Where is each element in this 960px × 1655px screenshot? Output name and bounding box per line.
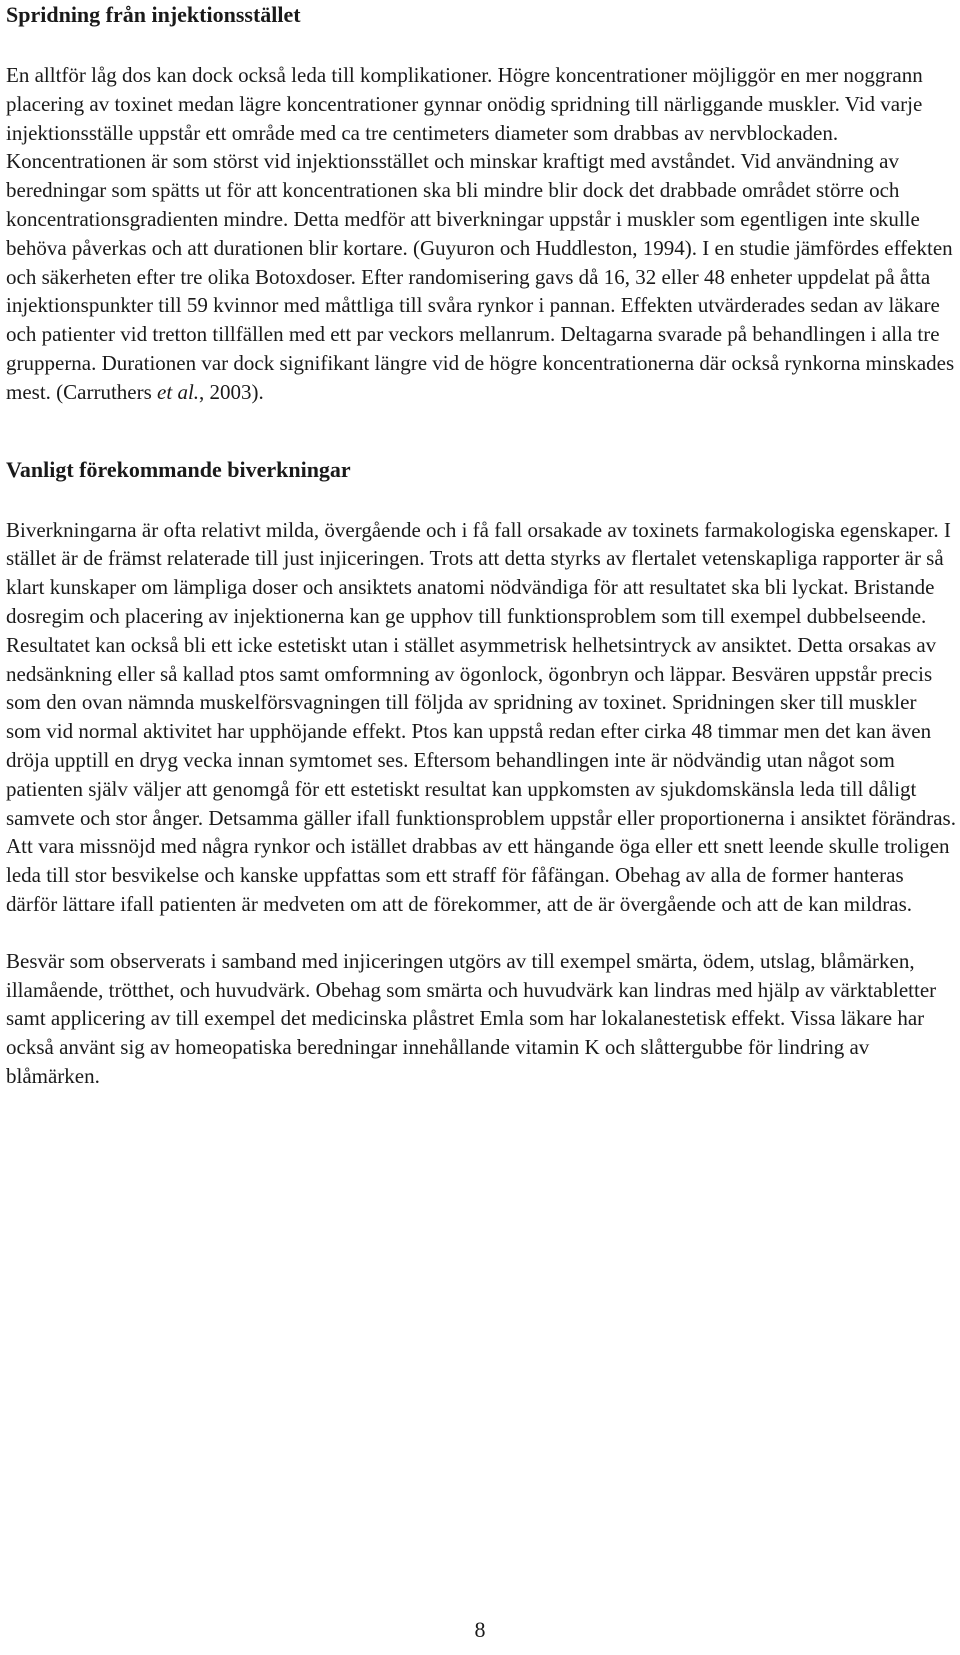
paragraph-biverkningar-2: Besvär som observerats i samband med injiceringen utgörs av till exempel smärta, ödem, utslag, blåmärken, illamående, trötthet, och huvudvärk. Obehag som smärta och huvudvärk kan lindras med hjälp av värktabletter samt applicering av till exempel det medicinska plåstret Emla som har lokalanestetisk effekt. Vissa läkare har också använt sig av homeopatiska beredningar innehållande vitamin K och slåttergubbe för lindring av blåmärken. [6,948,937,1088]
page-number: 8 [474,1617,486,1642]
paragraph-spridning [6,61,956,407]
document-page [6,0,956,1091]
paragraph-text-end: , 2003). [199,379,264,404]
section-heading-spridning: Spridning från injektionsstället [6,2,301,27]
paragraph-text: En alltför låg dos kan dock också leda till komplikationer. Högre koncentrationer möjliggör en mer noggrann placering av toxinet medan lägre koncentrationer gynnar onödig spridning till närliggande muskler. Vid varje injektionsställe uppstår ett område med ca tre centimeters diameter som drabbas av nervblockaden. Koncentrationen är som störst vid injektionsstället och minskar kraftigt med avståndet. Vid användning av beredningar som spätts ut för att koncentrationen ska bli mindre blir dock det drabbade området större och koncentrationsgradienten mindre. Detta medför att biverkningar uppstår i muskler som egentligen inte skulle behöva påverkas och att durationen blir kortare. (Guyuron och Huddleston, 1994). I en studie jämfördes effekten och säkerheten efter tre olika Botoxdoser. Efter randomisering gavs då 16, 32 eller 48 enheter uppdelat på åtta injektionspunkter till 59 kvinnor med måttliga till svåra rynkor i pannan. Effekten utvärderades sedan av läkare och patienter vid tretton tillfällen med ett par veckors mellanrum. Deltagarna svarade på behandlingen i alla tre grupperna. Durationen var dock signifikant längre vid de högre koncentrationerna där också rynkorna minskades mest. (Carruthers [6,63,955,404]
citation-italic: et al. [157,379,200,404]
paragraph-biverkningar-1: Biverkningarna är ofta relativt milda, övergående och i få fall orsakade av toxinets farmakologiska egenskaper. I stället är de främst relaterade till just injiceringen. Trots att detta styrks av flertalet vetenskapliga rapporter är så klart kunskaper om lämpliga doser och ansiktets anatomi nödvändiga för att resultatet ska bli lyckat. Bristande dosregim och placering av injektionerna kan ge upphov till funktionsproblem som till exempel dubbelseende. Resultatet kan också bli ett icke estetiskt utan i stället asymmetrisk helhetsintryck av ansiktet. Detta orsakas av nedsänkning eller så kallad ptos samt omformning av ögonlock, ögonbryn och läppar. Besvären uppstår precis som den ovan nämnda muskelförsvagningen till följda av spridning av toxinet. Spridningen sker till muskler som vid normal aktivitet har upphöjande effekt. Ptos kan uppstå redan efter cirka 48 timmar men det kan även dröja upptill en dryg vecka innan symtomet ses. Eftersom behandlingen inte är nödvändig utan något som patienten själv väljer att genomgå för ett estetiskt resultat kan uppkomsten av sjukdomskänsla leda till dåligt samvete och stor ånger. Detsamma gäller ifall funktionsproblem uppstår eller proportionerna i ansiktet förändras. Att vara missnöjd med några rynkor och istället drabbas av ett hängande öga eller ett snett leende skulle troligen leda till stor besvikelse och kanske uppfattas som ett straff för fåfängan. Obehag av alla de former hanteras därför lättare ifall patienten är medveten om att de förekommer, att de är övergående och att de kan mildras. [6,517,956,916]
section-heading-biverkningar: Vanligt förekommande biverkningar [6,456,351,482]
